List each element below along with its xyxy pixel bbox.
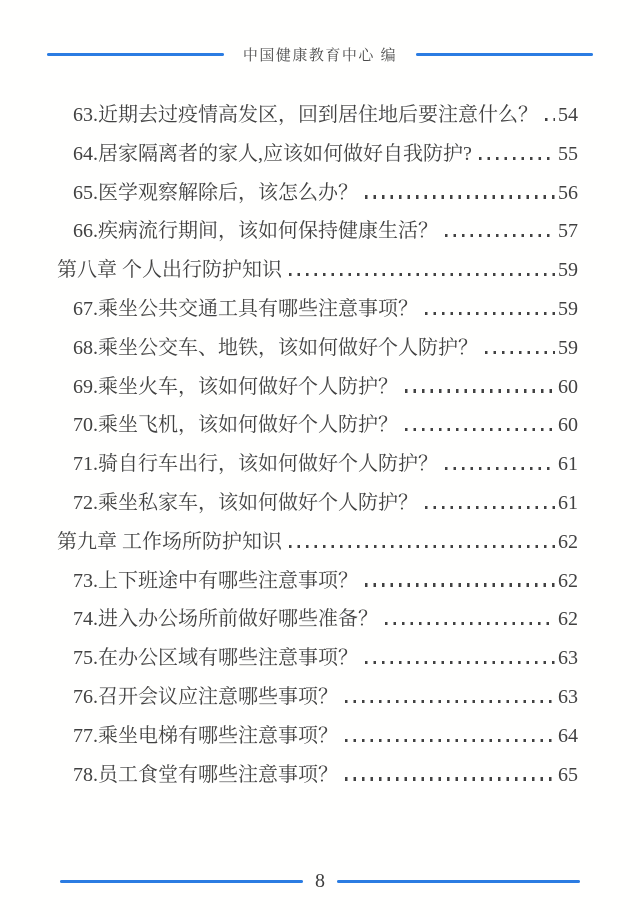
header-rule-right [416,53,593,56]
toc-page-number: 61 [558,491,578,514]
toc-entry-title: 66.疾病流行期间，该如何保持健康生活？ [73,220,438,243]
dot-leader [485,351,555,354]
toc-page-number: 63 [558,685,578,708]
toc-page-number: 57 [558,220,578,243]
header-credit: 中国健康教育中心 编 [242,47,398,64]
toc-entry-row [57,717,578,756]
dot-leader [345,777,555,780]
toc-page-number: 62 [558,608,578,631]
toc-entry-title: 69.乘坐火车，该如何做好个人防护？ [73,375,398,398]
toc-chapter-row [57,523,578,562]
toc-entry-title: 70.乘坐飞机，该如何做好个人防护？ [73,414,398,437]
dot-leader [345,739,555,742]
toc-entry-row [57,290,578,329]
dot-leader [425,312,555,315]
toc-page-number: 59 [558,297,578,320]
toc-page-number: 55 [558,142,578,165]
toc-entry-title: 75.在办公区域有哪些注意事项？ [73,647,358,670]
dot-leader [365,195,555,198]
toc-entry-row [57,212,578,251]
dot-leader [345,700,555,703]
toc-entry-row [57,639,578,678]
page-header [0,44,640,65]
toc-entry-row [57,756,578,795]
toc-list [57,96,578,794]
toc-page-number: 54 [558,104,578,126]
toc-page-number: 65 [558,763,578,786]
dot-leader [289,273,555,276]
toc-entry-title: 71.骑自行车出行，该如何做好个人防护？ [73,453,438,476]
toc-entry-row [57,484,578,523]
dot-leader [289,545,555,548]
toc-entry-row [57,406,578,445]
toc-entry-row [57,445,578,484]
toc-entry-title: 78.员工食堂有哪些注意事项？ [73,763,338,786]
dot-leader [365,661,555,664]
toc-page-number: 59 [558,259,578,282]
toc-entry-title: 74.进入办公场所前做好哪些准备？ [73,608,378,631]
toc-page-number: 62 [558,569,578,592]
dot-leader [365,583,555,586]
toc-page-number: 60 [558,414,578,437]
toc-page-number: 59 [558,336,578,359]
dot-leader [545,118,555,121]
dot-leader [385,622,555,625]
footer-rule-right [337,880,580,883]
dot-leader [425,506,555,509]
toc-chapter-title: 第八章 个人出行防护知识 [57,259,282,282]
toc-entry-title: 77.乘坐电梯有哪些注意事项？ [73,724,338,747]
toc-entry-row [57,562,578,601]
toc-entry-row [57,96,578,135]
toc-entry-title: 63.近期去过疫情高发区，回到居住地后要注意什么？ [73,104,538,126]
dot-leader [445,234,555,237]
toc-entry-title: 76.召开会议应注意哪些事项？ [73,685,338,708]
toc-entry-title: 68.乘坐公交车、地铁，该如何做好个人防护？ [73,336,478,359]
toc-page-number: 62 [558,530,578,553]
dot-leader [479,157,555,160]
toc-page-number: 64 [558,724,578,747]
dot-leader [405,389,555,392]
toc-entry-row [57,135,578,174]
toc-page-number: 61 [558,453,578,476]
header-rule-left [47,53,224,56]
dot-leader [445,467,555,470]
toc-page-number: 60 [558,375,578,398]
toc-entry-row [57,678,578,717]
toc-chapter-title: 第九章 工作场所防护知识 [57,530,282,553]
dot-leader [405,428,555,431]
page-number: 8 [315,870,325,892]
toc-page-number: 63 [558,647,578,670]
toc-chapter-row [57,251,578,290]
toc-entry-row [57,600,578,639]
toc-entry-title: 64.居家隔离者的家人,应该如何做好自我防护? [73,142,472,165]
toc-entry-title: 73.上下班途中有哪些注意事项？ [73,569,358,592]
toc-entry-row [57,174,578,213]
footer-rule-left [60,880,303,883]
toc-page-number: 56 [558,181,578,204]
toc-entry-title: 72.乘坐私家车，该如何做好个人防护？ [73,491,418,514]
toc-entry-title: 65.医学观察解除后，该怎么办？ [73,181,358,204]
toc-entry-title: 67.乘坐公共交通工具有哪些注意事项？ [73,297,418,320]
toc-entry-row [57,329,578,368]
page-footer [0,869,640,893]
toc-entry-row [57,368,578,407]
